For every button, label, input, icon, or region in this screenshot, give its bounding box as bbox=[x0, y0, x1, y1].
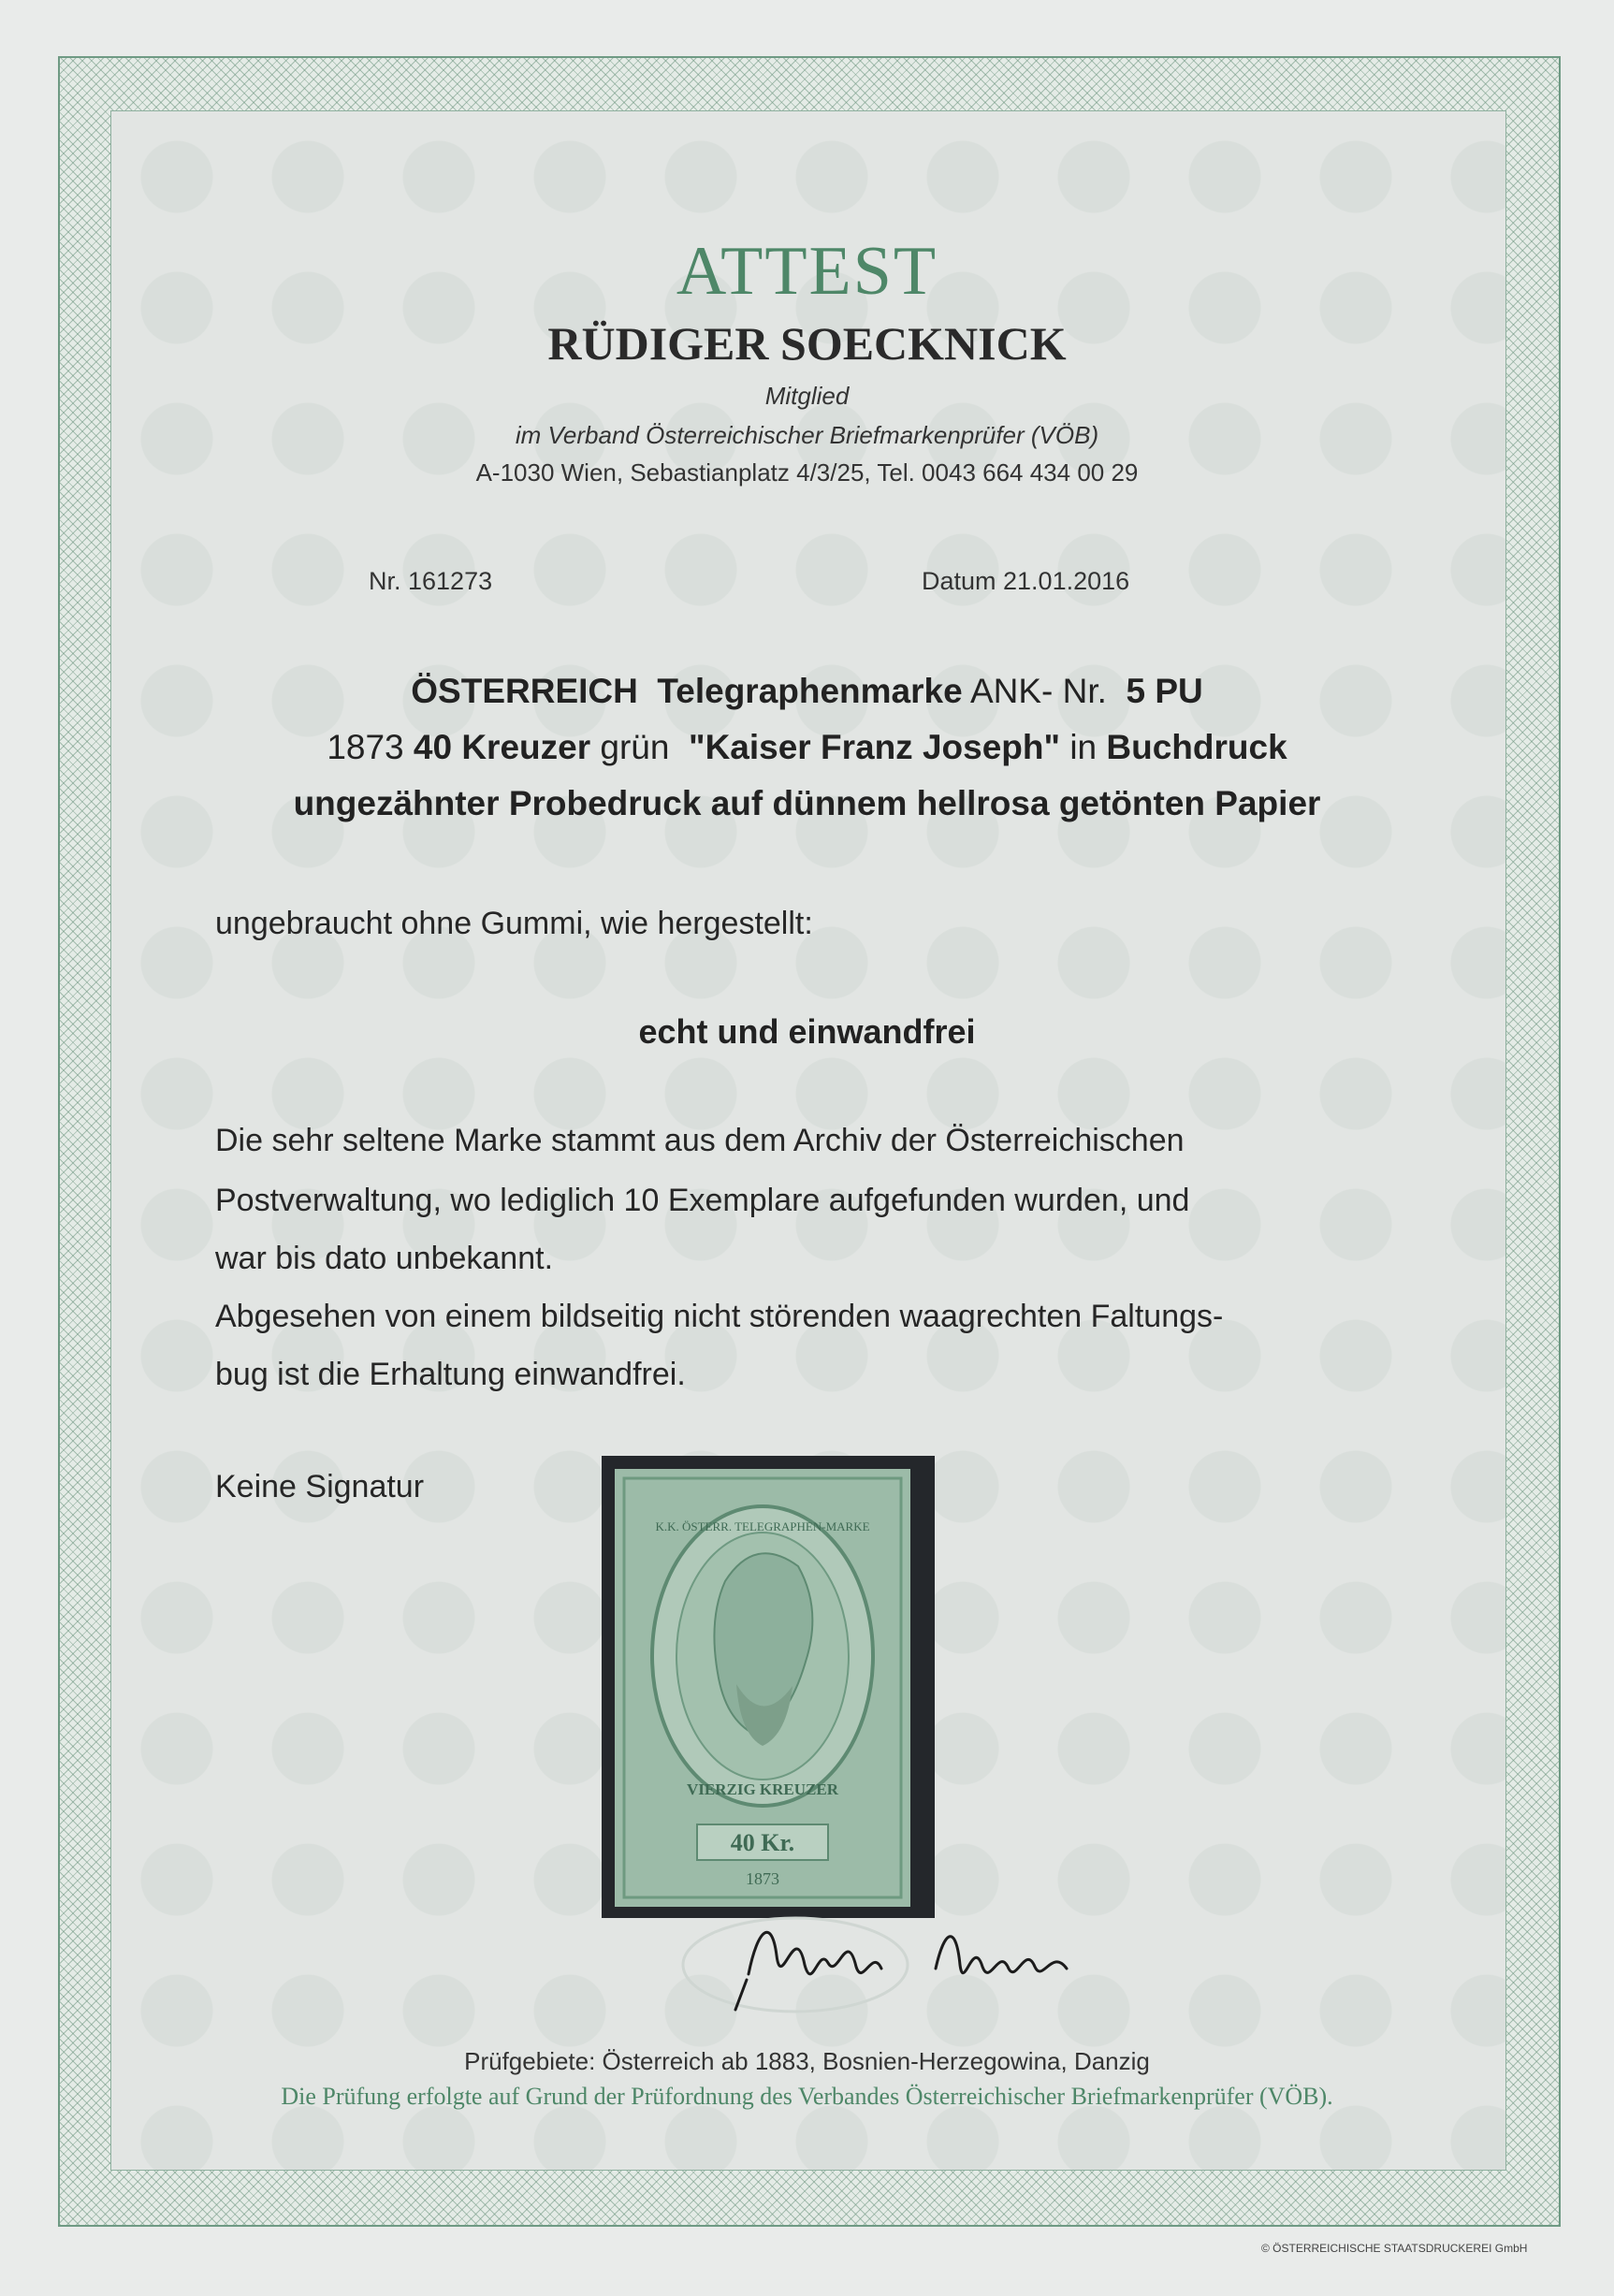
certificate-title: ATTEST bbox=[676, 233, 938, 310]
examiner-name: RÜDIGER SOECKNICK bbox=[547, 317, 1067, 370]
country: ÖSTERREICH bbox=[411, 672, 638, 710]
description-line-1 bbox=[0, 672, 1614, 711]
issue-year: 1873 bbox=[327, 728, 404, 766]
address-line: A-1030 Wien, Sebastianplatz 4/3/25, Tel. 0043 664 434 00 29 bbox=[475, 458, 1139, 487]
member-label: Mitglied bbox=[764, 382, 850, 410]
remark-line-2: Postverwaltung, wo lediglich 10 Exemplare aufgefunden wurden, und bbox=[215, 1183, 1190, 1218]
catalog-prefix: ANK- Nr. bbox=[969, 672, 1107, 710]
printer-mark: © ÖSTERREICHISCHE STAATSDRUCKEREI GmbH bbox=[1261, 2242, 1528, 2255]
catalog-number: 5 PU bbox=[1126, 672, 1203, 710]
printing-prefix: in bbox=[1069, 728, 1098, 766]
stamp-value-text: 40 Kr. bbox=[730, 1829, 795, 1856]
examination-areas: Prüfgebiete: Österreich ab 1883, Bosnien-Herzegowina, Danzig bbox=[464, 2047, 1150, 2075]
association-line: im Verband Österreichischer Briefmarkenprüfer (VÖB) bbox=[515, 421, 1099, 449]
description-line-3: ungezähnter Probedruck auf dünnem hellrosa getönten Papier bbox=[293, 784, 1321, 822]
remark-line-3: war bis dato unbekannt. bbox=[215, 1241, 554, 1276]
stamp-bottom-text: VIERZIG KREUZER bbox=[686, 1780, 839, 1798]
stamp-year-text: 1873 bbox=[746, 1869, 779, 1888]
examination-note: Die Prüfung erfolgte auf Grund der Prüfordnung des Verbandes Österreichischer Briefmarkenprüfer (VÖB). bbox=[281, 2083, 1333, 2110]
stamp-motif: "Kaiser Franz Joseph" bbox=[689, 728, 1061, 766]
condition-text: ungebraucht ohne Gummi, wie hergestellt: bbox=[215, 906, 813, 941]
printing-method: Buchdruck bbox=[1106, 728, 1287, 766]
verdict: echt und einwandfrei bbox=[638, 1012, 976, 1051]
description-line-2 bbox=[0, 728, 1614, 767]
stamp-color: grün bbox=[600, 728, 670, 766]
stamp-image bbox=[615, 1469, 910, 1907]
certificate-date: Datum 21.01.2016 bbox=[922, 567, 1130, 595]
remark-line-1: Die sehr seltene Marke stammt aus dem Archiv der Österreichischen bbox=[215, 1123, 1185, 1158]
signature bbox=[655, 1890, 1179, 2021]
signature-note: Keine Signatur bbox=[215, 1469, 425, 1504]
handwritten-signature bbox=[655, 1890, 1179, 2021]
stamp-type: Telegraphenmarke bbox=[657, 672, 963, 710]
stamp-top-text: K.K. ÖSTERR. TELEGRAPHEN-MARKE bbox=[655, 1519, 870, 1533]
stamp-value: 40 Kreuzer bbox=[413, 728, 591, 766]
remark-line-4: Abgesehen von einem bildseitig nicht störenden waagrechten Faltungs- bbox=[215, 1299, 1224, 1334]
certificate-number: Nr. 161273 bbox=[369, 567, 493, 595]
remark-line-5: bug ist die Erhaltung einwandfrei. bbox=[215, 1357, 686, 1392]
stamp-illustration bbox=[615, 1469, 910, 1907]
